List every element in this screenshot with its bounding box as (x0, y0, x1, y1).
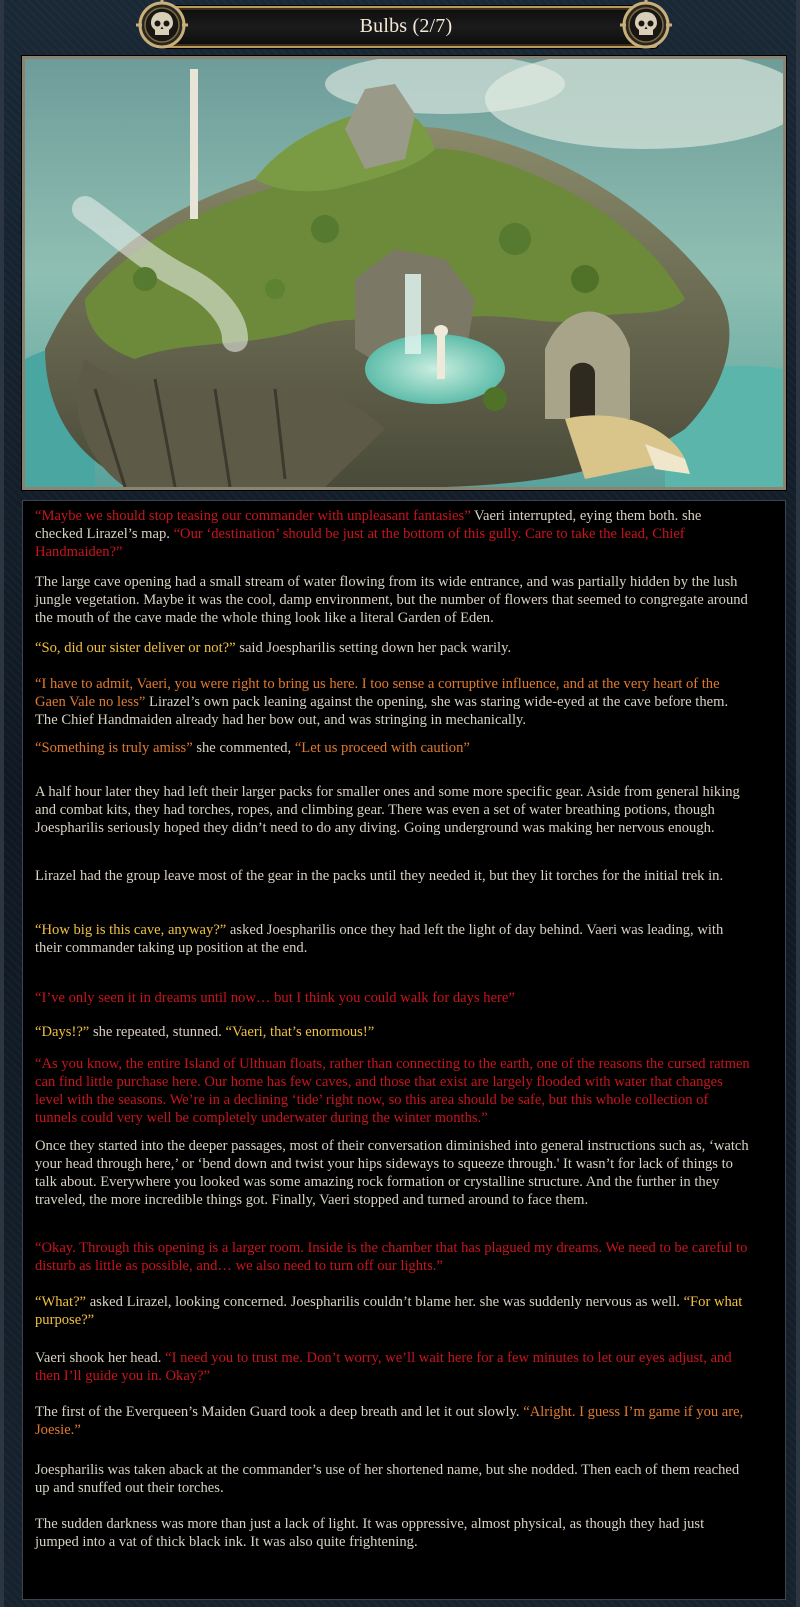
skull-medallion-icon (620, 0, 672, 50)
dialogue-lirazel: “Something is truly amiss” (35, 740, 193, 756)
dialogue-joespharilis: “What?” (35, 1294, 87, 1310)
story-paragraph: Once they started into the deeper passages, most of their conversation diminished into general instructions such as, ‘watch your head through here,’ or ‘bend down and twist your hips sideways to squeeze through.' It wasn’t for lack of things to talk about. Everywhere you looked was some amazing rock formation or crystalline structure. And the further in they traveled, the more incredible things got. Finally, Vaeri stopped and turned around to face them. (35, 1138, 749, 1208)
story-paragraph (35, 507, 751, 561)
story-paragraph (35, 1403, 751, 1439)
story-paragraph: Lirazel had the group leave most of the gear in the packs until they needed it, but they lit torches for the initial trek in. (35, 868, 724, 884)
story-paragraph: The large cave opening had a small stream of water flowing from its wide entrance, and was partially hidden by the lush jungle vegetation. Maybe it was the cool, damp environment, but the number of flowers that seemed to congregate around the mouth of the cave made the whole thing look like a literal Garden of Eden. (35, 574, 748, 626)
story-paragraph (35, 1293, 751, 1329)
narration: Vaeri shook her head. (35, 1350, 166, 1366)
story-paragraph: A half hour later they had left their larger packs for smaller ones and some more specific gear. Aside from general hiking and combat kits, they had torches, ropes, and climbing gear. There was even a set of water breathing potions, though Joespharilis seriously hoped they didn’t need to do any diving. Going underground was making her nervous enough. (35, 784, 740, 836)
narration: Vaeri interrupted, eying them both. she checked Lirazel’s map. (35, 508, 702, 542)
story-paragraph (35, 739, 751, 757)
story-text-panel (22, 500, 786, 1600)
story-paragraph (35, 1023, 751, 1041)
dialogue-joespharilis: “Days!?” (35, 1024, 90, 1040)
dialogue-lirazel: “Alright. I guess I’m game if you are, Joesie.” (35, 1404, 744, 1438)
skull-medallion-icon (136, 0, 188, 50)
story-paragraph: The sudden darkness was more than just a lack of light. It was oppressive, almost physical, as though they had just jumped into a vat of thick black ink. It was also quite frightening. (35, 1516, 705, 1550)
story-paragraph (35, 1239, 751, 1275)
dialogue-joespharilis: “Vaeri, that’s enormous!” (225, 1024, 375, 1040)
dialogue-joespharilis: “How big is this cave, anyway?” (35, 922, 227, 938)
narration: asked Lirazel, looking concerned. Joespharilis couldn’t blame her. she was suddenly nervous as well. (86, 1294, 684, 1310)
dialogue-vaeri: “Maybe we should stop teasing our commander with unpleasant fantasies” (35, 508, 471, 524)
narration: The first of the Everqueen’s Maiden Guard took a deep breath and let it out slowly. (35, 1404, 524, 1420)
narration: Lirazel’s own pack leaning against the opening, she was staring wide-eyed at the cave before them. The Chief Handmaiden already had her bow out, and was stringing in mechanically. (35, 694, 729, 728)
dialogue-vaeri: “I need you to trust me. Don’t worry, we’ll wait here for a few minutes to let our eyes adjust, and then I’ll guide you in. Okay?” (35, 1350, 732, 1384)
narration: she repeated, stunned. (89, 1024, 226, 1040)
story-paragraph (35, 1055, 751, 1127)
dialogue-lirazel: “I have to admit, Vaeri, you were right to bring us here. I too sense a corruptive influence, and at the very heart of the Gaen Vale no less” (35, 676, 720, 710)
dialogue-joespharilis: “So, did our sister deliver or not?” (35, 640, 236, 656)
dialogue-vaeri: “As you know, the entire Island of Ulthuan floats, rather than connecting to the earth, one of the reasons the cursed ratmen can find little purchase here. Our home has few caves, and those that exist are largely flooded with water that changes level with the seasons. We’re in a declining ‘tide’ right now, so this area should be safe, but this whole collection of tunnels could very well be completely underwater during the winter months.” (35, 1056, 750, 1126)
title-bar (154, 6, 658, 48)
dialogue-vaeri: “Okay. Through this opening is a larger room. Inside is the chamber that has plagued my dreams. We need to be careful to disturb as little as possible, and… we also need to turn off our lights.” (35, 1240, 748, 1274)
dialogue-vaeri: “Our ‘destination’ should be just at the bottom of this gully. Care to take the lead, Chief Handmaiden?” (35, 526, 685, 560)
window-title: Bulbs (2/7) (359, 15, 453, 37)
island-landscape-illustration (22, 56, 786, 490)
story-paragraph (35, 675, 751, 729)
story-paragraph (35, 1349, 751, 1385)
dialogue-joespharilis: “For what purpose?” (35, 1294, 743, 1328)
dialogue-lirazel: “Let us proceed with caution” (294, 740, 470, 756)
dialogue-vaeri: “I’ve only seen it in dreams until now… but I think you could walk for days here” (35, 990, 515, 1006)
narration: said Joespharilis setting down her pack warily. (235, 640, 512, 656)
narration: she commented, (192, 740, 295, 756)
story-paragraph (35, 921, 751, 957)
story-paragraph: Joespharilis was taken aback at the commander’s use of her shortened name, but she nodded. Then each of them reached up and snuffed out their torches. (35, 1462, 740, 1496)
story-paragraph (35, 989, 751, 1007)
narration: asked Joespharilis once they had left the light of day behind. Vaeri was leading, with their commander taking up position at the end. (35, 922, 724, 956)
story-paragraph (35, 639, 751, 657)
